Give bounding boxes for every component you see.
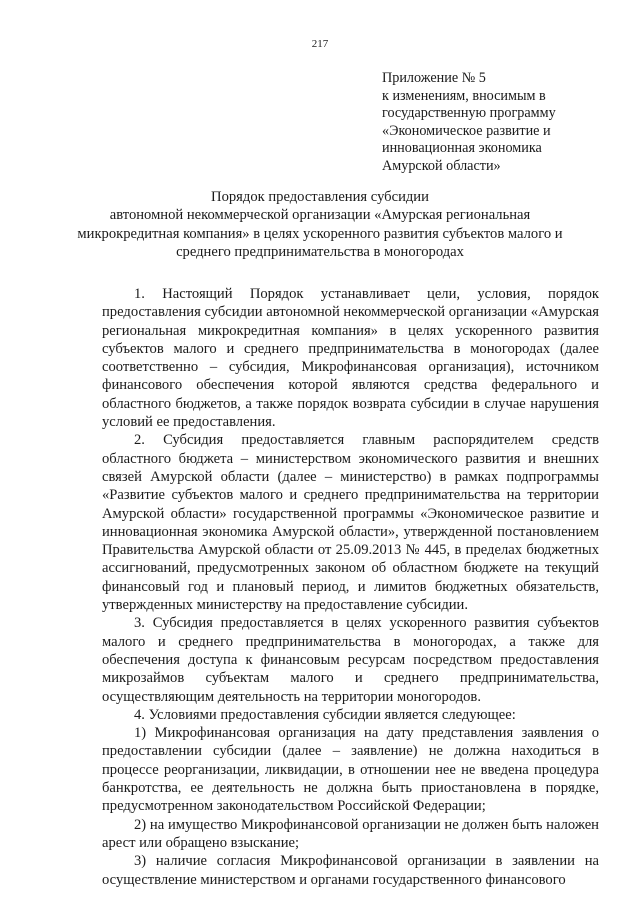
paragraph-4-item-2: 2) на имущество Микрофинансовой организации не должен быть наложен арест или обращено взыскание; [102, 816, 599, 851]
paragraph-1: 1. Настоящий Порядок устанавливает цели, условия, порядок предоставления субсидии автономной некоммерческой организации «Амурская региональная микрокредитная компания» в целях ускоренного развития субъектов малого и среднего предпринимательства в моногородах (далее соответственно – субсидия, Микрофинансовая организация), источником финансового обеспечения которой являются средства федерального и областного бюджетов, а также порядок возврата субсидии в случае нарушения условий ее предоставления. [102, 286, 599, 431]
paragraph-4-item-1: 1) Микрофинансовая организация на дату представления заявления о предоставлении субсидии (далее – заявление) не должна находиться в процессе реорганизации, ликвидации, в отношении нее не введена процедура банкротства, ее деятельность не должна быть приостановлена в порядке, предусмотренном законодательством Российской Федерации; [102, 725, 599, 815]
title-line: микрокредитная компания» в целях ускоренного развития субъектов малого и [77, 225, 563, 242]
appendix-line: к изменениям, вносимым в [382, 87, 546, 104]
appendix-line: Приложение № 5 [382, 70, 486, 86]
appendix-header [382, 70, 632, 175]
appendix-line: Амурской области» [382, 157, 501, 174]
appendix-line: «Экономическое развитие и [382, 122, 551, 139]
document-body [102, 285, 599, 889]
appendix-line: инновационная экономика [382, 140, 542, 156]
title-line: Порядок предоставления субсидии [211, 189, 429, 205]
title-line: автономной некоммерческой организации «Амурская региональная [109, 207, 531, 224]
paragraph-3: 3. Субсидия предоставляется в целях ускоренного развития субъектов малого и среднего предпринимательства в моногородах, а также для обеспечения доступа к финансовым ресурсам посредством предоставления микрозаймов субъектам малого и среднего предпринимательства, осуществляющим деятельность на территории моногородов. [102, 615, 599, 705]
appendix-line: государственную программу [382, 105, 556, 121]
page-number: 217 [311, 38, 329, 50]
document-title [0, 188, 640, 261]
title-line: среднего предпринимательства в моногородах [176, 243, 464, 260]
paragraph-2: 2. Субсидия предоставляется главным распорядителем средств областного бюджета – министерством экономического развития и внешних связей Амурской области (далее – министерство) в рамках подпрограммы «Развитие субъектов малого и среднего предпринимательства на территории Амурской области» государственной программы «Экономическое развитие и инновационная экономика Амурской области», утвержденной постановлением Правительства Амурской области от 25.09.2013 № 445, в пределах бюджетных ассигнований, предусмотренных законом об областном бюджете на текущий финансовый год и плановый период, и лимитов бюджетных обязательств, утвержденных министерству на предоставление субсидии. [102, 432, 599, 614]
paragraph-4: 4. Условиями предоставления субсидии является следующее: [134, 706, 516, 723]
paragraph-4-item-3: 3) наличие согласия Микрофинансовой организации в заявлении на осуществление министерством и органами государственного финансового [102, 853, 599, 888]
